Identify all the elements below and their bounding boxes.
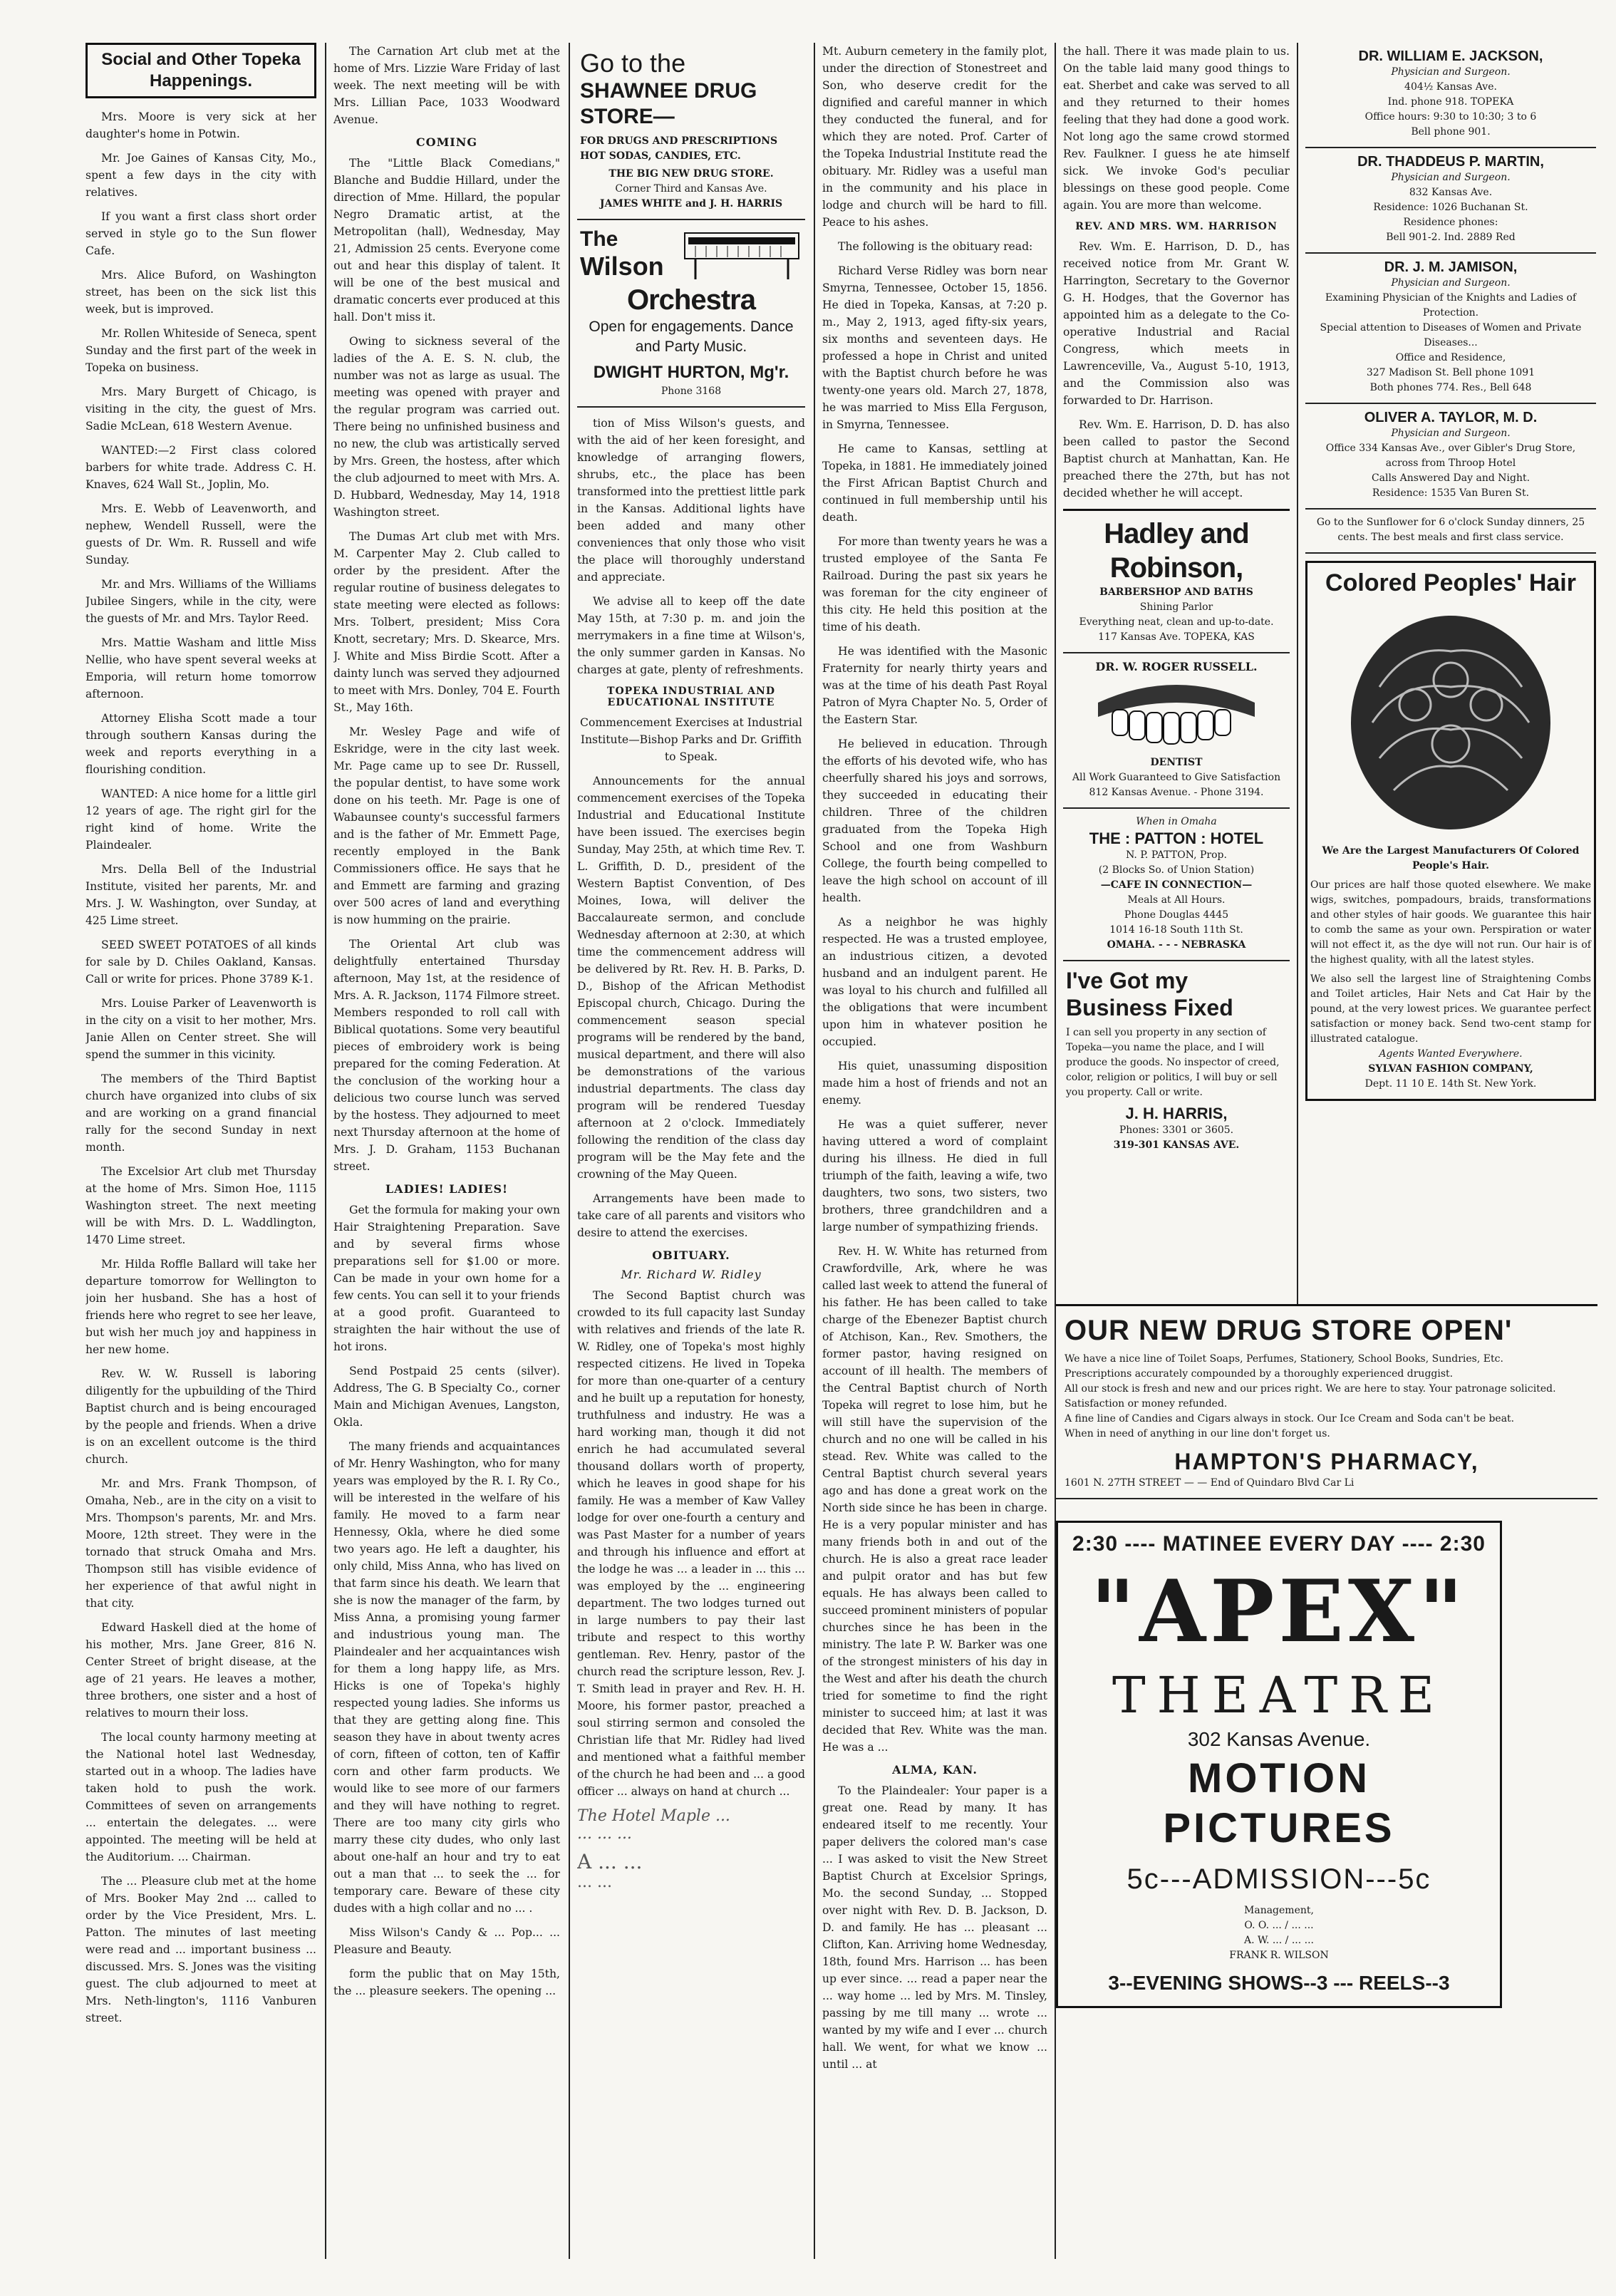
ad-line: 1014 16-18 South 11th St. — [1109, 924, 1243, 936]
column-6 — [1305, 43, 1596, 1297]
hair-illustration — [1337, 601, 1565, 837]
ad-line: —CAFE IN CONNECTION— — [1100, 879, 1253, 891]
article-paragraph: Attorney Elisha Scott made a tour through southern Kansas during the week and reports everything in a flourishing condition. — [86, 712, 316, 776]
ad-line: Meals at All Hours. — [1127, 894, 1226, 906]
ad-line: Physician and Surgeon. — [1391, 277, 1511, 289]
ad-line: 3--EVENING SHOWS--3 --- REELS--3 — [1108, 1972, 1450, 1994]
article-paragraph: He believed in education. Through the efforts of his devoted wife, who has cheerfully shared his joys and sorrows, they succeeded in educating their children. Three of the children graduated from the Topeka High School and one from Washburn College, the fourth being compelled to leave the high school on account of ill health. — [822, 738, 1047, 904]
ad-line: DENTIST — [1150, 757, 1203, 768]
apex-title: "APEX" — [1090, 1561, 1468, 1662]
faded-text: ... ... — [577, 1873, 612, 1891]
article-paragraph: The Oriental Art club was delightfully entertained Thursday afternoon, May 1st, at the residence of Mrs. A. R. Jackson, 1174 Filmore street. Members responded to roll call with Biblical quotations. Some very beautiful pieces of embroidery work is being prepared for the coming Federation. At the conclusion of the working hour a delicious two course lunch was served by the hostess. They adjourned to meet next Thursday afternoon at the home of Mrs. J. D. Graham, 1153 Buchanan street. — [333, 938, 560, 1173]
ad-line: SYLVAN FASHION COMPANY, — [1368, 1063, 1533, 1075]
ad-line: Examining Physician of the Knights and Ladies of Protection. — [1325, 292, 1577, 319]
article-paragraph: Mr. Wesley Page and wife of Eskridge, were in the city last week. Mr. Page came up to see Dr. Russell, the popular dentist, to have some work done on his teeth. Mr. Page is one of Wabaunsee county's successful farmers and is the father of Mr. Emmett Page, recently employed in the Bank Commissioners office. He says that he and Emmett are farming and grazing over 500 acres of land and everything is now humming on the prairie. — [333, 725, 560, 926]
heading-harrison: REV. AND MRS. WM. HARRISON — [1075, 221, 1278, 232]
article-paragraph: WANTED:—2 First class colored barbers for white trade. Address C. H. Knaves, 624 Wall St., Joplin, Mo. — [86, 444, 316, 491]
ad-line: Bell 901-2. Ind. 2889 Red — [1386, 232, 1516, 243]
article-paragraph: His quiet, unassuming disposition made him a host of friends and not an enemy. — [822, 1060, 1047, 1107]
ad-line: Residence: 1535 Van Buren St. — [1372, 487, 1530, 499]
ad-line: Corner Third and Kansas Ave. — [615, 183, 767, 195]
jackson-physician-ad — [1305, 43, 1596, 148]
ad-line: Physician and Surgeon. — [1391, 66, 1511, 78]
article-paragraph: Mt. Auburn cemetery in the family plot, under the direction of Stonestreet and Son, who deserve credit for the dignified and careful manner in which they conducted the funeral, and for which they are noted. Prof. Carter of the Topeka Industrial Institute read the obituary. Mr. Ridley was a useful man in the community and his place in lodge and church will be hard to fill. Peace to his ashes. — [822, 45, 1047, 229]
article-paragraph: As a neighbor he was highly respected. He was a trusted employee, an industrious citizen, a devoted husband and an indulgent parent. He was loyal to his church and fulfilled all the obligations that were incumbent upon him in whatever position he occupied. — [822, 916, 1047, 1048]
dentures-illustration — [1084, 674, 1269, 753]
ad-line: J. H. HARRIS, — [1125, 1105, 1228, 1122]
column-rule — [569, 43, 570, 2259]
shawnee-drug-ad — [577, 43, 805, 220]
article-paragraph: Mrs. Louise Parker of Leavenworth is in the city on a visit to her mother, Mrs. Janie Allen on Center street. She will spend the summer in this vicinity. — [86, 997, 316, 1061]
article-paragraph: Mrs. Mary Burgett of Chicago, is visiting in the city, the guest of Mrs. Sadie McLean, 618 Western Avenue. — [86, 386, 316, 433]
ad-line: Physician and Surgeon. — [1391, 172, 1511, 183]
ad-line: Open for engagements. Dance and Party Music. — [589, 319, 794, 355]
ad-line: 302 Kansas Avenue. — [1187, 1728, 1371, 1750]
article-paragraph: Mrs. Alice Buford, on Washington street, has been on the sick list this week, but is improved. — [86, 269, 316, 316]
ad-line: Office 334 Kansas Ave., over Gibler's Drug Store, across from Throop Hotel — [1325, 443, 1576, 469]
article-paragraph: The "Little Black Comedians," Blanche and Buddie Hillard, under the direction of Mme. Hillard, the popular Negro Dramatic artist, at the Metropolitan (hall), Wednesday, May 21, Admission 25 cents. Everyone come out and hear this display of talent. It will be one of the best musical and dramatic concerts ever produced at this hall. Don't miss it. — [333, 157, 560, 324]
ad-line: Go to the — [580, 48, 686, 78]
article-paragraph: The Carnation Art club met at the home of Mrs. Lizzie Ware Friday of last week. The next meeting will be with Mrs. Lillian Pace, 1033 Woodward Avenue. — [333, 45, 560, 126]
section-title: Social and Other Topeka Happenings. — [101, 50, 301, 91]
ad-line: Calls Answered Day and Night. — [1371, 472, 1530, 484]
article-paragraph: Richard Verse Ridley was born near Smyrna, Tennessee, October 15, 1856. He died in Topeka, Kansas, at 7:20 p. m., May 2, 1913, aged fifty-six years, six months and seventeen days. He professed a hope in Christ and united with the Baptist church before he was twenty-one years old. March 27, 1878, he was married to Miss Ella Ferguson, in Smyrna, Tennessee. — [822, 264, 1047, 431]
article-paragraph: Rev. Wm. E. Harrison, D. D. has also been called to pastor the Second Baptist church at Manhattan, Kan. He preached there the 27th, but has not decided whether he will accept. — [1063, 418, 1290, 500]
column-3 — [577, 43, 805, 2259]
ad-line: Phones: 3301 or 3605. — [1119, 1124, 1234, 1136]
article-list — [333, 333, 560, 1175]
ad-line: DR. W. ROGER RUSSELL. — [1095, 660, 1258, 673]
ad-line: 327 Madison St. Bell phone 1091 — [1366, 367, 1535, 378]
ad-line: 5c---ADMISSION---5c — [1126, 1863, 1431, 1895]
faded-text: The Hotel Maple ... — [577, 1807, 730, 1825]
heading-alma: ALMA, KAN. — [892, 1763, 978, 1777]
ad-line: HOT SODAS, CANDIES, ETC. — [580, 150, 741, 162]
article-paragraph: Mrs. Della Bell of the Industrial Institute, visited her parents, Mr. and Mrs. J. W. Washington, over Sunday, at 425 Lime street. — [86, 863, 316, 927]
ad-line: 2:30 ---- MATINEE EVERY DAY ---- 2:30 — [1072, 1532, 1486, 1556]
newspaper-page — [86, 43, 1596, 2280]
article-paragraph: Arrangements have been made to take care of all parents and visitors who desire to attend the exercises. — [577, 1192, 805, 1239]
ad-line: 812 Kansas Avenue. - Phone 3194. — [1089, 787, 1264, 798]
article-paragraph: If you want a first class short order served in style go to the Sun flower Cafe. — [86, 210, 316, 257]
obituary-subhead: Mr. Richard W. Ridley — [621, 1268, 762, 1281]
ad-line: All Work Guaranteed to Give Satisfaction — [1072, 772, 1281, 783]
article-paragraph: Mr. and Mrs. Frank Thompson, of Omaha, Neb., are in the city on a visit to Mrs. Thompson's parents, Mr. and Mrs. Moore, 12th street. They were in the tornado that struck Omaha and Mrs. Thompson still has visible evidence of her experience of that awful night in that city. — [86, 1477, 316, 1610]
article-paragraph: Miss Wilson's Candy & ... Pop... ... Pleasure and Beauty. — [333, 1926, 560, 1956]
ad-line: Office and Residence, — [1395, 352, 1506, 363]
ad-line: THE : PATTON : HOTEL — [1089, 829, 1264, 847]
ad-line: Shining Parlor — [1139, 601, 1213, 613]
article-paragraph: Rev. Wm. E. Harrison, D. D., has received notice from Mr. Grant W. Harrington, Secretary to the Governor G. H. Hodges, that the Governor has appointed him as a delegate to the Co-operative Industrial and Racial Congress, which meets in Lawrenceville, Va., August 5-10, 1913, and the Commission also was forwarded to Dr. Harrison. — [1063, 240, 1290, 407]
ad-line: OLIVER A. TAYLOR, M. D. — [1364, 410, 1538, 425]
article-paragraph: Mr. and Mrs. Williams of the Williams Jubilee Singers, while in the city, were the guests of Mr. and Mrs. Taylor Reed. — [86, 578, 316, 625]
article-paragraph: He was identified with the Masonic Fraternity for nearly thirty years and was at the time of his death Past Royal Patron of Myra Chapter No. 5, Order of the Eastern Star. — [822, 645, 1047, 726]
lower-right-region — [1056, 1304, 1597, 2259]
ad-line: 404½ Kansas Ave. — [1404, 81, 1497, 93]
ad-line: When in need of anything in our line don't forget us. — [1065, 1428, 1330, 1439]
ad-line: We also sell the largest line of Straightening Combs and Toilet articles, Hair Nets and Cat Hair by the pound, at the very lowest prices. We guarantee perfect satisfaction or money back. Send two-cent stamp for illustrated catalogue. — [1310, 973, 1591, 1045]
ad-line: N. P. PATTON, Prop. — [1126, 849, 1227, 861]
article-paragraph: Rev. W. W. Russell is laboring diligently for the upbuilding of the Third Baptist church and is being encouraged by the people and friends. When a drive is on an excellent outcome is the third church. — [86, 1367, 316, 1466]
article-paragraph: the hall. There it was made plain to us. On the table laid many good things to eat. Sherbet and cake was served to all and they returned to their homes feeling that they had done a good work. Not long ago the same crowd stormed Rev. Faulkner. I guess he ate himself sick. We invoke God's peculiar blessings on these good people. Come again. You are more than welcome. — [1063, 45, 1290, 212]
ad-line: Agents Wanted Everywhere. — [1379, 1048, 1523, 1060]
article-paragraph: SEED SWEET POTATOES of all kinds for sale by D. Chiles Oakland, Kansas. Call or write for prices. Phone 3789 K-1. — [86, 938, 316, 986]
ad-line: Our prices are half those quoted elsewhere. We make wigs, switches, pompadours, braids, transformations and other styles of hair goods. We guarantee this hair to comb the same as your own. Perspiration or water will not effect it, as the dye will not run. Our hair is of the highest quality, with all the latest styles. — [1310, 879, 1591, 966]
ad-line: Special attention to Diseases of Women and Private Diseases... — [1320, 322, 1582, 348]
ad-line: OMAHA. - - - NEBRASKA — [1107, 939, 1246, 951]
article-paragraph: Mr. Hilda Roffle Ballard will take her departure tomorrow for Wellington to join her husband. She has a host of friends here who regret to see her leave, but wish her much joy and happiness in her new home. — [86, 1258, 316, 1356]
ad-line: Physician and Surgeon. — [1391, 428, 1511, 439]
article-paragraph: The Second Baptist church was crowded to its full capacity last Sunday with relatives and friends of the late R. W. Ridley, one of Topeka's most highly respected citizens. He lived in Topeka for more than one-quarter of a century and he built up a reputation for honesty, truthfulness and industry. He was a hard working man, though it did not enrich he had accumulated several thousand dollars worth of property, which he leaves in good shape for his family. He was a member of Kaw Valley lodge for over one-fourth a century and was Past Master for a number of years and through his influence and effort at the lodge he was ... a leader in ... this ... was employed by the ... engineering department. The two lodges turned out in large numbers to pay their last tribute and respect to this worthy gentleman. Rev. Henry, pastor of the church read the scripture lesson, Rev. J. T. Smith lead in prayer and Rev. H. H. Moore, his former pastor, preached a soul stirring sermon and consoled the Christian life that Mr. Ridley had lived and mentioned what a faithful member of the church he had been and ... a good officer ... always on hand at church ... — [577, 1289, 805, 1798]
article-paragraph: Mrs. Moore is very sick at her daughter's home in Potwin. — [86, 110, 316, 140]
heading-ladies: LADIES! LADIES! — [385, 1182, 509, 1196]
ad-line: THE BIG NEW DRUG STORE. — [608, 168, 774, 180]
faded-text: A ... ... — [577, 1850, 643, 1873]
ad-line: HAMPTON'S PHARMACY, — [1174, 1449, 1479, 1474]
article-paragraph: Mrs. E. Webb of Leavenworth, and nephew, Wendell Russell, were the guests of Dr. Wm. R. Russell and wife Sunday. — [86, 502, 316, 567]
ad-line: DR. J. M. JAMISON, — [1384, 259, 1518, 275]
ad-line: I've Got my Business Fixed — [1066, 968, 1233, 1020]
article-paragraph: Get the formula for making your own Hair Straightening Preparation. Save and by several firms whose preparations sell for $1.00 or more. Can be made in your own home for a few cents. You can sell it to your friends at a good profit. Guaranteed to straighten the hair without the use of hot irons. — [333, 1204, 560, 1353]
article-paragraph: He came to Kansas, settling at Topeka, in 1881. He immediately joined the First African Baptist Church and continued in full membership until his death. — [822, 443, 1047, 524]
ad-line: All our stock is fresh and new and our prices right. We are here to stay. Your patronage solicited. Satisfaction or money refunded. — [1065, 1383, 1556, 1410]
ad-line: 832 Kansas Ave. — [1409, 187, 1493, 198]
article-paragraph: tion of Miss Wilson's guests, and with the aid of her keen foresight, and knowledge of arranging flowers, shrubs, etc., the place has been transformed into the prettiest little park in the Kansas. Additional lights have been added and many other conveniences that only those who visit the place will thoroughly understand and appreciate. — [577, 417, 805, 584]
column-2 — [333, 43, 560, 2259]
article-paragraph: form the public that on May 15th, the ... pleasure seekers. The opening ... — [333, 1967, 560, 1997]
martin-physician-ad — [1305, 148, 1596, 254]
patton-hotel-ad — [1063, 809, 1290, 961]
ad-line: I can sell you property in any section of Topeka—you name the place, and I will produce the goods. No inspector of creed, color, religion or politics, I will buy or sell you property. Call or write. — [1066, 1027, 1280, 1098]
ad-line: FOR DRUGS AND PRESCRIPTIONS — [580, 135, 778, 147]
jamison-physician-ad — [1305, 254, 1596, 404]
article-paragraph: The many friends and acquaintances of Mr. Henry Washington, who for many years was employed by the R. I. Ry Co., will be interested in the welfare of his family. He moved to a farm near Hennessy, Okla, where he died some two years ago. He left a daughter, his only child, Miss Anna, who has lived on that farm since his death. We learn that she is now the manager of the farm, by Miss Anna, a promising young farmer and industrious young man. The Plaindealer and her acquaintances wish for them a long happy life, as Mrs. Hicks is one of Topeka's highly respected young ladies. She informs us that they are getting along fine. This season they have in about twenty acres of corn, fifteen of cotton, ten of Kaffir corn and other farm products. We would like to see more of our farmers and they will have nothing to regret. There are too many city girls who marry these city dudes, who only last about one-half an hour and try to eat out a man that ... to seek the ... for temporary care. Beware of these city dudes with a high collar and no ... . — [333, 1440, 560, 1915]
article-paragraph: The ... Pleasure club met at the home of Mrs. Booker May 2nd ... called to order by the Vice President, Mrs. L. Patton. The minutes of last meeting were read and ... important business ... discussed. Mrs. S. Jones was the visiting guest. The club adjourned to meet at Mrs. Neth-lington's, 1116 Vanburen street. — [86, 1875, 316, 2024]
hampton-pharmacy-ad — [1056, 1304, 1597, 1499]
heading-coming: COMING — [415, 135, 478, 149]
article-paragraph: Mr. Rollen Whiteside of Seneca, spent Sunday and the first part of the week in Topeka on business. — [86, 327, 316, 374]
article-paragraph: We advise all to keep off the date May 15th, at 7:30 p. m. and join the merrymakers in a fine time at Wilson's, the only summer garden in Kansas. No charges at gate, plenty of refreshments. — [577, 595, 805, 676]
article-subhead: Commencement Exercises at Industrial Institute—Bishop Parks and Dr. Griffith to Speak. — [580, 716, 802, 763]
ad-line: THEATRE — [1112, 1666, 1446, 1724]
article-paragraph: The local county harmony meeting at the National hotel last Wednesday, started out in a whoop. The ladies have taken hold to push the work. Committees of seven on arrangements ... entertain the delegates. ... were appointed. The meeting will be held at the Auditorium. ... Chairman. — [86, 1731, 316, 1863]
ad-line: Residence: 1026 Buchanan St. — [1373, 202, 1528, 213]
article-paragraph: The members of the Third Baptist church have organized into clubs of six and are working on a grand financial rally for the second Sunday in next month. — [86, 1072, 316, 1154]
ad-line: We Are the Largest Manufacturers Of Colored People's Hair. — [1322, 845, 1580, 872]
ad-line: 319-301 KANSAS AVE. — [1113, 1139, 1240, 1151]
article-list — [577, 772, 805, 1241]
ad-line: Bell phone 901. — [1411, 126, 1491, 138]
article-paragraph: He was a quiet sufferer, never having uttered a word of complaint during his illness. He died in full triumph of the faith, leaving a wife, two daughters, two sons, two sisters, two brothers, three grandchildren and a large number of sympathizing friends. — [822, 1118, 1047, 1234]
article-paragraph: Send Postpaid 25 cents (silver). Address, The G. B Specialty Co., corner Main and Michigan Avenues, Langston, Okla. — [333, 1365, 560, 1429]
article-paragraph: Edward Haskell died at the home of his mother, Mrs. Jane Greer, 816 N. Center Street of bright disease, at the age of 21 years. He leaves a mother, three brothers, one sister and a host of relatives to mourn their loss. — [86, 1621, 316, 1720]
column-rule — [814, 43, 815, 2259]
hadley-robinson-ad — [1063, 509, 1290, 653]
heading-tii: TOPEKA INDUSTRIAL AND EDUCATIONAL INSTITUTE — [607, 686, 775, 708]
article-paragraph: Owing to sickness several of the ladies of the A. E. S. N. club, the number was not as large as usual. The meeting was opened with prayer and the regular program was carried out. There being no unfinished business and no new, the club was artistically served by Mrs. Green, the hostess, after which the club adjourned to meet with Mrs. A. D. Hubbard, Wednesday, May 14, 1918 Washington street. — [333, 335, 560, 519]
article-paragraph: To the Plaindealer: Your paper is a great one. Read by many. It has endeared itself to me recently. Your paper delivers the colored man's case ... I was asked to visit the New Street Baptist Church at Excelsior Springs, Mo. the second Sunday, ... Stopped over night with Rev. D. B. Jackson, D. D. and family. He has ... pleasant ... Clifton, Kan. Arriving home Wednesday, 18th, found Mrs. Harrison ... has been up ever since. ... read a paper near the ... way home ... led by Mrs. M. Tinsley, passing by me till many ... wrote ... wanted by my wife and I ever ... church hall. We went, for what we know ... until ... at — [822, 1784, 1047, 2071]
hair-company-ad — [1305, 561, 1596, 1101]
taylor-physician-ad — [1305, 404, 1596, 510]
article-paragraph: The Excelsior Art club met Thursday at the home of Mrs. Simon Hoe, 1115 Washington street. The next meeting will be with Mrs. D. L. Waddlington, 1470 Lime street. — [86, 1165, 316, 1246]
harris-real-estate-ad — [1063, 961, 1290, 1160]
ad-line: 117 Kansas Ave. TOPEKA, KAS — [1098, 631, 1255, 643]
article-paragraph: Rev. H. W. White has returned from Crawfordville, Ark, where he was called last week to attend the funeral of his father. He has been called to take charge of the Ebenezer Baptist church of Atchison, Kan., Rev. Smothers, the former pastor, having resigned on account of ill health. The members of the Central Baptist church of North Topeka will regret to lose him, but he will still have the supervision of the church and no one will be called in his stead. Rev. White was called to the Central Baptist church several years ago and has done a great work on the North side since he has been in charge. He is a very popular minister and has many friends both in and out of the church. He is also a great race leader and pulpit orator and has but few equals. He has always been called to succeed prominent ministers of popular churches since he has been in the ministry. The late P. W. Barker was one of the strongest ministers of his day in the West and after his death the church tried for sometime to find the right minister to succeed him; at last it was decided that Rev. White was the man. He was a ... — [822, 1245, 1047, 1754]
ad-line: Wilson — [580, 252, 664, 281]
ad-line: DWIGHT HURTON, Mg'r. — [593, 363, 789, 382]
piano-illustration — [681, 226, 802, 283]
column-1 — [86, 43, 316, 2259]
wilson-orchestra-ad — [577, 220, 805, 408]
ad-line: Office hours: 9:30 to 10:30; 3 to 6 — [1364, 111, 1537, 123]
article-list — [333, 1438, 560, 2000]
article-paragraph: For more than twenty years he was a trusted employee of the Santa Fe Railroad. During the past six years he was foreman for the city engineer of this city. He held this position at the time of his death. — [822, 535, 1047, 634]
article-paragraph: Announcements for the annual commencement exercises of the Topeka Industrial and Educational Institute have been issued. The exercises begin Sunday, May 25th, at which time Rev. T. L. Griffith, D. D., president of the Western Baptist Convention, of Des Moines, Iowa, will deliver the Baccalaureate sermon, and conclude Wednesday afternoon at 2:30, at which time the commencement address will be delivered by Rt. Rev. H. B. Parks, D. D., Bishop of the African Methodist Episcopal church, Chicago. During the commencement season special programs will be rendered by the band, musical department, and there will also be demonstrations of the various industrial departments. The class day program will be rendered Tuesday afternoon at 2 o'clock. Immediately following the rendition of the class day program will be the May fete and the crowning of the May Queen. — [577, 775, 805, 1181]
ad-line: The — [580, 227, 618, 251]
ad-line: Phone 3168 — [661, 386, 722, 397]
ad-line: Everything neat, clean and up-to-date. — [1079, 616, 1274, 628]
heading-obituary: OBITUARY. — [652, 1248, 730, 1262]
article-paragraph: Mr. Joe Gaines of Kansas City, Mo., spent a few days in the city with relatives. — [86, 152, 316, 199]
ad-line: FRANK R. WILSON — [1229, 1950, 1329, 1961]
ad-line: 1601 N. 27TH STREET — — End of Quindaro Blvd Car Li — [1065, 1477, 1355, 1489]
article-paragraph: The following is the obituary read: — [838, 240, 1033, 253]
ad-line: Hadley and Robinson, — [1104, 518, 1249, 584]
column-rule — [325, 43, 326, 2259]
russell-dentist-ad — [1063, 653, 1290, 809]
ad-line: Go to the Sunflower for 6 o'clock Sunday dinners, 25 cents. The best meals and first class service. — [1316, 517, 1585, 543]
ad-line: When in Omaha — [1136, 816, 1217, 827]
ad-line: Orchestra — [627, 284, 755, 316]
ad-line: Colored Peoples' Hair — [1325, 569, 1576, 596]
ad-line: Dept. 11 10 E. 14th St. New York. — [1364, 1078, 1537, 1090]
ad-line: (2 Blocks So. of Union Station) — [1098, 864, 1255, 876]
ad-line: DR. THADDEUS P. MARTIN, — [1357, 154, 1544, 170]
ad-line: BARBERSHOP AND BATHS — [1099, 586, 1253, 598]
ad-line: Management, — [1244, 1905, 1314, 1916]
article-paragraph: WANTED: A nice home for a little girl 12 years of age. The right girl for the right kind of home. Write the Plaindealer. — [86, 787, 316, 852]
ad-line: A. W. ... / ... ... — [1244, 1935, 1314, 1946]
ad-line: A fine line of Candies and Cigars always in stock. Our Ice Cream and Soda can't be beat. — [1065, 1413, 1515, 1424]
ad-line: We have a nice line of Toilet Soaps, Perfumes, Stationery, School Books, Sundries, Etc. — [1065, 1353, 1503, 1365]
ad-line: DR. WILLIAM E. JACKSON, — [1358, 48, 1543, 64]
column-4 — [822, 43, 1047, 2259]
apex-theatre-ad — [1056, 1521, 1502, 2008]
ad-line: Phone Douglas 4445 — [1124, 909, 1229, 921]
ad-line: MOTION PICTURES — [1163, 1755, 1395, 1851]
ad-line: Prescriptions accurately compounded by a thoroughly experienced druggist. — [1065, 1368, 1454, 1380]
article-paragraph: The Dumas Art club met with Mrs. M. Carpenter May 2. Club called to order by the president. After the regular routine of business delegates to state meeting were elected as follows: Mrs. Tolbert, president; Miss Cora Knott, secretary; Mrs. D. Skearce, Mrs. J. White and Miss Birdie Scott. After a dainty lunch was served they adjourned to meet with Mrs. Donley, 704 E. Fourth St., May 16th. — [333, 530, 560, 714]
ad-line: JAMES WHITE and J. H. HARRIS — [599, 198, 783, 210]
sunflower-ad — [1305, 510, 1596, 554]
ad-line: OUR NEW DRUG STORE OPEN' — [1065, 1315, 1513, 1346]
section-header-box — [86, 43, 316, 98]
article-paragraph: Mrs. Mattie Washam and little Miss Nellie, who have spent several weeks at Emporia, will return home tomorrow afternoon. — [86, 636, 316, 700]
ad-line: Both phones 774. Res., Bell 648 — [1369, 382, 1532, 393]
ad-line: Ind. phone 918. TOPEKA — [1387, 96, 1514, 108]
ad-line: O. O. ... / ... ... — [1244, 1920, 1314, 1931]
social-items-list — [86, 108, 316, 2027]
ad-line: Residence phones: — [1403, 217, 1498, 228]
ad-line: SHAWNEE DRUG STORE— — [580, 79, 757, 128]
column-5 — [1063, 43, 1290, 1297]
faded-text: ... ... ... — [577, 1825, 632, 1843]
